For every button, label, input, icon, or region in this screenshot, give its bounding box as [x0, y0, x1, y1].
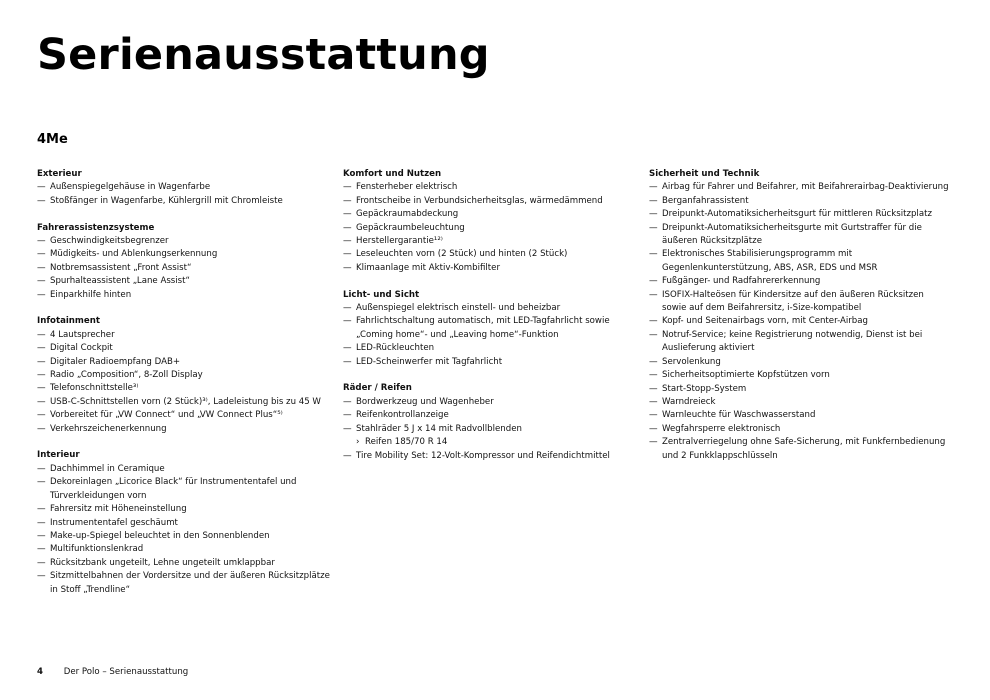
list-item: — Bordwerkzeug und Wagenheber — [343, 396, 643, 409]
section — [37, 315, 337, 436]
list-item: — Klimaanlage mit Aktiv-Kombifilter — [343, 262, 643, 275]
list-item: — Warnleuchte für Waschwasserstand — [649, 409, 949, 422]
feature-list — [343, 181, 643, 275]
list-item: — Sitzmittelbahnen der Vordersitze und der äußeren Rücksitzplätze in Stoff „Trendline“ — [37, 570, 337, 597]
list-item: — Multifunktionslenkrad — [37, 543, 337, 556]
section-title: Infotainment — [37, 316, 100, 327]
list-item: — Verkehrszeichenerkennung — [37, 423, 337, 436]
feature-list — [649, 181, 949, 463]
column-2 — [343, 168, 643, 476]
feature-list — [343, 396, 643, 463]
list-item: — Geschwindigkeitsbegrenzer — [37, 235, 337, 248]
list-item: — Reifenkontrollanzeige — [343, 409, 643, 422]
model-name: 4Me — [37, 132, 68, 147]
list-item: — Wegfahrsperre elektronisch — [649, 423, 949, 436]
list-item: — 4 Lautsprecher — [37, 329, 337, 342]
section-title: Interieur — [37, 450, 80, 461]
list-item: — Warndreieck — [649, 396, 949, 409]
list-item: — Fahrersitz mit Höheneinstellung — [37, 503, 337, 516]
list-item: — Dekoreinlagen „Licorice Black“ für Instrumententafel und Türverkleidungen vorn — [37, 476, 337, 503]
list-item: — Instrumententafel geschäumt — [37, 517, 337, 530]
list-item: — Sicherheitsoptimierte Kopfstützen vorn — [649, 369, 949, 382]
list-item: — ISOFIX-Halteösen für Kindersitze auf den äußeren Rücksitzen sowie auf dem Beifahrersitz, i-Size-kompatibel — [649, 289, 949, 316]
page-footer — [37, 667, 188, 677]
feature-list — [37, 181, 337, 208]
list-item: — Fußgänger- und Radfahrererkennung — [649, 275, 949, 288]
list-item: — Gepäckraumabdeckung — [343, 208, 643, 221]
list-item: — Fahrlichtschaltung automatisch, mit LED-Tagfahrlicht sowie „Coming home“- und „Leaving home“-Funktion — [343, 315, 643, 342]
list-item: — Telefonschnittstelle³⁾ — [37, 382, 337, 395]
list-item: — Berganfahrassistent — [649, 195, 949, 208]
list-item: — Stahlräder 5 J x 14 mit Radvollblenden — [343, 423, 643, 436]
list-item: — Außenspiegelgehäuse in Wagenfarbe — [37, 181, 337, 194]
section-title: Räder / Reifen — [343, 383, 412, 394]
list-item: — Dreipunkt-Automatiksicherheitsgurt für mittleren Rücksitzplatz — [649, 208, 949, 221]
feature-list — [37, 463, 337, 597]
list-item: — LED-Scheinwerfer mit Tagfahrlicht — [343, 356, 643, 369]
page-number: 4 — [37, 667, 43, 677]
list-item: — Vorbereitet für „VW Connect“ und „VW Connect Plus“⁵⁾ — [37, 409, 337, 422]
list-item: — Tire Mobility Set: 12-Volt-Kompressor und Reifendichtmittel — [343, 450, 643, 463]
section — [343, 289, 643, 369]
list-item: — Dachhimmel in Ceramique — [37, 463, 337, 476]
list-item: — Zentralverriegelung ohne Safe-Sicherung, mit Funkfernbedienung und 2 Funkklappschlüsseln — [649, 436, 949, 463]
list-item: — Stoßfänger in Wagenfarbe, Kühlergrill mit Chromleiste — [37, 195, 337, 208]
list-item: — Start-Stopp-System — [649, 383, 949, 396]
section — [37, 449, 337, 596]
column-3 — [649, 168, 949, 476]
list-item: — Fensterheber elektrisch — [343, 181, 643, 194]
list-item: — LED-Rückleuchten — [343, 342, 643, 355]
list-item: — Außenspiegel elektrisch einstell- und beheizbar — [343, 302, 643, 315]
section — [649, 168, 949, 463]
list-item: — Rücksitzbank ungeteilt, Lehne ungeteilt umklappbar — [37, 557, 337, 570]
list-item: — Frontscheibe in Verbundsicherheitsglas, wärmedämmend — [343, 195, 643, 208]
list-item: — Elektronisches Stabilisierungsprogramm mit Gegenlenkunterstützung, ABS, ASR, EDS und MSR — [649, 248, 949, 275]
list-item: — Notbremsassistent „Front Assist“ — [37, 262, 337, 275]
list-item: — Digital Cockpit — [37, 342, 337, 355]
feature-list — [37, 329, 337, 436]
section-title: Komfort und Nutzen — [343, 169, 442, 179]
footer-text: Der Polo – Serienausstattung — [63, 667, 189, 677]
list-item: — Servolenkung — [649, 356, 949, 369]
list-item: — Kopf- und Seitenairbags vorn, mit Center-Airbag — [649, 315, 949, 328]
section — [343, 168, 643, 275]
list-item: — Leseleuchten vorn (2 Stück) und hinten (2 Stück) — [343, 248, 643, 261]
section — [37, 222, 337, 302]
list-item: — Airbag für Fahrer und Beifahrer, mit Beifahrerairbag-Deaktivierung — [649, 181, 949, 194]
list-item: — Notruf-Service; keine Registrierung notwendig, Dienst ist bei Auslieferung aktiviert — [649, 329, 949, 356]
section — [343, 382, 643, 462]
list-item: — Make-up-Spiegel beleuchtet in den Sonnenblenden — [37, 530, 337, 543]
list-item: — Radio „Composition“, 8-Zoll Display — [37, 369, 337, 382]
section — [37, 168, 337, 208]
feature-list — [343, 302, 643, 369]
list-item: — Einparkhilfe hinten — [37, 289, 337, 302]
column-1 — [37, 168, 337, 610]
list-item: — Herstellergarantie¹²⁾ — [343, 235, 643, 248]
section-title: Exterieur — [37, 169, 82, 179]
page-title: Serienausstattung — [37, 30, 490, 80]
list-item: — Müdigkeits- und Ablenkungserkennung — [37, 248, 337, 261]
list-item: — Spurhalteassistent „Lane Assist“ — [37, 275, 337, 288]
section-title: Sicherheit und Technik — [649, 169, 760, 179]
list-item: — USB-C-Schnittstellen vorn (2 Stück)³⁾, Ladeleistung bis zu 45 W — [37, 396, 337, 409]
list-item: — Dreipunkt-Automatiksicherheitsgurte mit Gurtstraffer für die äußeren Rücksitzplätze — [649, 222, 949, 249]
section-title: Fahrerassistenzsysteme — [37, 222, 155, 233]
list-item: — Gepäckraumbeleuchtung — [343, 222, 643, 235]
section-title: Licht- und Sicht — [343, 289, 420, 300]
list-item: › Reifen 185/70 R 14 — [343, 436, 643, 449]
list-item: — Digitaler Radioempfang DAB+ — [37, 356, 337, 369]
feature-list — [37, 235, 337, 302]
